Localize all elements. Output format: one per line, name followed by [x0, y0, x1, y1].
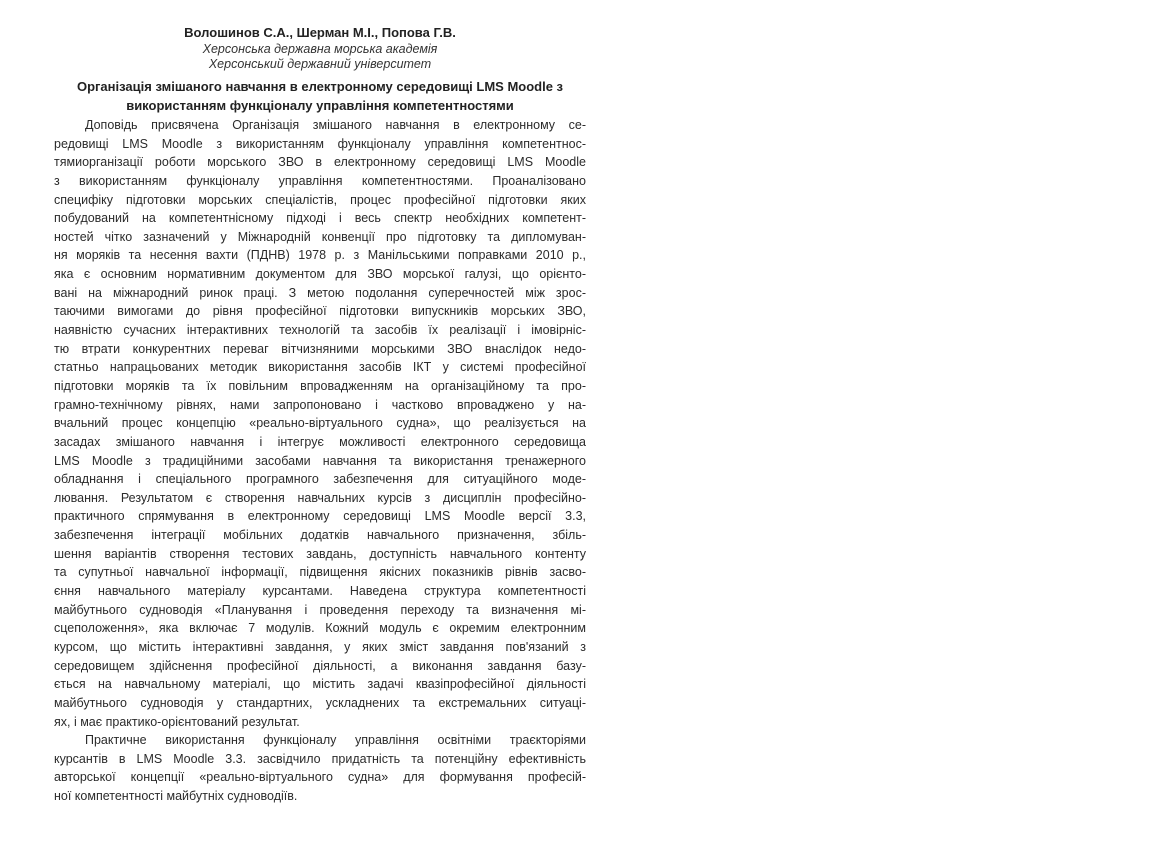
text-line: вчальний процес концепцію «реально-віртуального судна», що реалізується на: [54, 416, 586, 431]
authors: Волошинов С.А., Шерман М.І., Попова Г.В.: [184, 25, 456, 40]
text-line: авторської концепції «реально-віртуального судна» для формування професій-: [54, 770, 586, 785]
text-line: ях, і має практико-орієнтований результат.: [54, 714, 300, 729]
text-line: тю втрати конкурентних переваг вітчизняними морськими ЗВО внаслідок недо-: [54, 341, 586, 356]
text-line: статньо напрацьованих методик використання засобів ІКТ у системі професійної: [54, 360, 586, 375]
paper-title-line: Організація змішаного навчання в електронному середовищі LMS Moodle з: [76, 79, 564, 94]
text-line: та супутньої навчальної інформації, підвищення якісних показників рівнів засво-: [54, 565, 586, 580]
text-line: LMS Moodle з традиційними засобами навчання та використання тренажерного: [54, 453, 586, 468]
text-line: єння навчального матеріалу курсантами. Наведена структура компетентності: [54, 584, 586, 599]
text-line: редовищі LMS Moodle з використанням функціоналу управління компетентнос-: [54, 136, 586, 151]
text-line: ної компетентності майбутніх судноводіїв.: [54, 789, 298, 804]
document-page: [54, 24, 586, 806]
abstract-paragraph-1: [54, 116, 586, 731]
text-line: Доповідь присвячена Організація змішаного навчання в електронному се-: [85, 118, 586, 132]
text-line: курсом, що містить інтерактивні завдання, у яких зміст завдання пов'язаний з: [54, 639, 586, 654]
paper-title-line: використанням функціоналу управління компетентностями: [126, 98, 514, 113]
text-line: середовищем здійснення професійної діяльності, а виконання завдання базу-: [54, 658, 586, 673]
text-line: ється на навчальному матеріалі, що містить задачі квазіпрофесійної діяльності: [54, 677, 586, 692]
text-line: ня моряків та несення вахти (ПДНВ) 1978 р. з Манільськими поправками 2010 р.,: [54, 248, 586, 263]
affiliation-1: Херсонська державна морська академія: [202, 42, 438, 56]
text-line: наявністю сучасних інтерактивних технологій та засобів їх реалізації і імовірніс-: [54, 323, 586, 338]
text-line: майбутнього судноводія «Планування і проведення переходу та визначення мі-: [54, 602, 586, 617]
text-line: побудований на компетентнісному підході і весь спектр необхідних компетент-: [54, 211, 586, 226]
text-line: лювання. Результатом є створення навчальних курсів з дисциплін професійно-: [54, 490, 586, 505]
text-line: таючими вимогами до рівня професійної підготовки випускників морських ЗВО,: [54, 304, 586, 319]
affiliation-2: Херсонський державний університет: [208, 57, 432, 71]
text-line: засадах змішаного навчання і інтегрує можливості електронного середовища: [54, 434, 586, 449]
text-line: майбутнього судноводія у стандартних, ускладнених та екстремальних ситуаці-: [54, 695, 586, 710]
text-line: тямиорганізації роботи морського ЗВО в електронному середовищі LMS Moodle: [54, 155, 586, 170]
text-line: вані на міжнародний ринок праці. З метою подолання суперечностей між зрос-: [54, 285, 586, 300]
text-line: Практичне використання функціоналу управління освітніми траєкторіями: [85, 733, 586, 748]
text-line: яка є основним нормативним документом для ЗВО морської галузі, що орієнто-: [54, 267, 586, 282]
text-line: обладнання і спеціального програмного забезпечення для ситуаційного моде-: [54, 472, 586, 487]
text-line: підготовки моряків та їх повільним впровадженням на організаційному та про-: [54, 378, 586, 393]
text-line: грамно-технічному рівнях, нами запропоновано і частково впроваджено у на-: [54, 397, 586, 412]
abstract-paragraph-2: [54, 731, 586, 806]
text-line: ностей чітко зазначений у Міжнародній конвенції про підготовку та дипломуван-: [54, 229, 586, 244]
text-line: сцеположення», яка включає 7 модулів. Кожний модуль є окремим електронним: [54, 621, 586, 636]
text-line: специфіку підготовки морських спеціалістів, процес професійної підготовки яких: [54, 192, 586, 207]
text-line: практичного спрямування в електронному середовищі LMS Moodle версії 3.3,: [54, 509, 586, 524]
text-line: забезпечення інтеграції мобільних додатків навчального призначення, збіль-: [54, 528, 586, 543]
text-line: з використанням функціоналу управління компетентностями. Проаналізовано: [54, 173, 586, 188]
paper-title: [54, 77, 586, 115]
text-line: шення варіантів створення тестових завдань, доступність навчального контенту: [54, 546, 586, 561]
text-line: курсантів в LMS Moodle 3.3. засвідчило придатність та потенційну ефективність: [54, 751, 586, 766]
